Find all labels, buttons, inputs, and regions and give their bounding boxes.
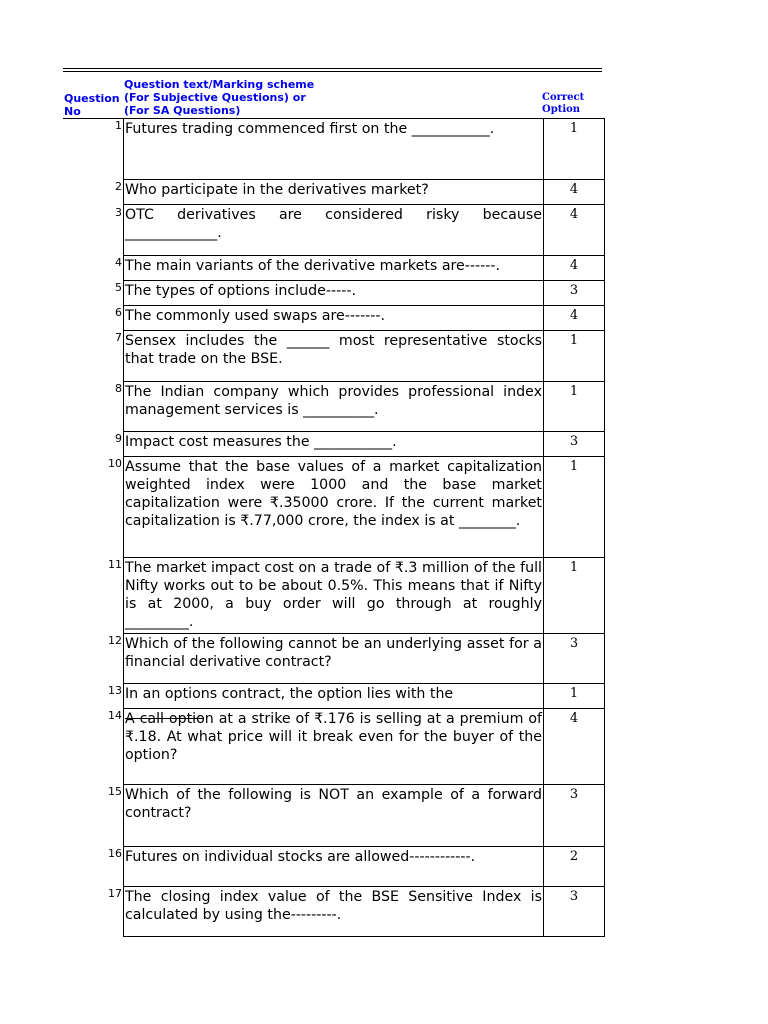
table-row — [124, 306, 605, 331]
question-text: A call option at a strike of ₹.176 is selling at a premium of ₹.18. At what price will it break even for the buyer of the option? — [124, 709, 544, 785]
header-question-no-line1: Question — [64, 92, 120, 105]
question-text: The types of options include-----. — [124, 281, 544, 306]
table-row — [124, 382, 605, 432]
question-number: 9 — [115, 432, 122, 445]
question-text: The main variants of the derivative markets are------. — [124, 256, 544, 281]
header-question-text-line3: (For SA Questions) — [124, 104, 241, 117]
table-row — [124, 432, 605, 457]
correct-option-value: 1 — [544, 684, 605, 709]
table-row — [124, 847, 605, 887]
header-double-rule-top — [63, 68, 602, 69]
question-number: 14 — [108, 709, 122, 722]
header-correct-option — [542, 92, 584, 116]
question-number: 7 — [115, 331, 122, 344]
question-text: Impact cost measures the ___________. — [124, 432, 544, 457]
table-row — [124, 709, 605, 785]
question-text: Futures trading commenced first on the ___________. — [124, 119, 544, 180]
header-question-text-line1: Question text/Marking scheme — [124, 78, 315, 91]
correct-option-value: 1 — [544, 331, 605, 382]
table-row — [124, 180, 605, 205]
table-row — [124, 331, 605, 382]
correct-option-value: 4 — [544, 709, 605, 785]
correct-option-value: 4 — [544, 180, 605, 205]
header-question-text — [124, 78, 314, 117]
table-row — [124, 887, 605, 937]
question-text: Who participate in the derivatives market? — [124, 180, 544, 205]
question-number: 17 — [108, 887, 122, 900]
header-question-text-line2: (For Subjective Questions) or — [124, 91, 306, 104]
question-number: 10 — [108, 457, 122, 470]
table-row — [124, 684, 605, 709]
correct-option-value: 1 — [544, 382, 605, 432]
question-text: The commonly used swaps are-------. — [124, 306, 544, 331]
question-number: 13 — [108, 684, 122, 697]
strikethrough-overlay — [125, 718, 203, 719]
question-number: 8 — [115, 382, 122, 395]
correct-option-value: 4 — [544, 256, 605, 281]
question-text: The closing index value of the BSE Sensitive Index is calculated by using the---------. — [124, 887, 544, 937]
correct-option-value: 3 — [544, 432, 605, 457]
table-row — [124, 205, 605, 256]
question-number: 3 — [115, 206, 122, 219]
question-number: 11 — [108, 558, 122, 571]
question-text: Sensex includes the ______ most representative stocks that trade on the BSE. — [124, 331, 544, 382]
question-text: Assume that the base values of a market capitalization weighted index were 1000 and the base market capitalization were ₹.35000 crore. If the current market capitalization is ₹.77,000 crore, the index is at ________. — [124, 457, 544, 558]
header-double-rule-bottom — [63, 71, 602, 72]
table-row — [124, 785, 605, 847]
table-row — [124, 256, 605, 281]
question-number: 15 — [108, 785, 122, 798]
correct-option-value: 4 — [544, 306, 605, 331]
question-number: 12 — [108, 634, 122, 647]
correct-option-value: 1 — [544, 457, 605, 558]
question-text: Which of the following cannot be an underlying asset for a financial derivative contract? — [124, 634, 544, 684]
question-number: 4 — [115, 256, 122, 269]
table-row — [124, 281, 605, 306]
header-question-no — [64, 92, 120, 118]
table-row — [124, 457, 605, 558]
correct-option-value: 1 — [544, 558, 605, 634]
question-text: Futures on individual stocks are allowed------------. — [124, 847, 544, 887]
question-number: 16 — [108, 847, 122, 860]
question-text: OTC derivatives are considered risky because _____________. — [124, 205, 544, 256]
correct-option-value: 3 — [544, 785, 605, 847]
question-number: 1 — [115, 119, 122, 132]
questions-table — [123, 118, 605, 937]
correct-option-value: 2 — [544, 847, 605, 887]
question-text: In an options contract, the option lies with the — [124, 684, 544, 709]
correct-option-value: 1 — [544, 119, 605, 180]
question-number: 6 — [115, 306, 122, 319]
question-text: The Indian company which provides professional index management services is __________. — [124, 382, 544, 432]
header-correct-option-line1: Correct — [542, 92, 585, 103]
correct-option-value: 3 — [544, 634, 605, 684]
question-number: 2 — [115, 180, 122, 193]
table-row — [124, 119, 605, 180]
question-text: The market impact cost on a trade of ₹.3 million of the full Nifty works out to be about 0.5%. This means that if Nifty is at 2000, a buy order will go through at roughly _________. — [124, 558, 544, 634]
header-correct-option-line2: Option — [542, 104, 581, 115]
correct-option-value: 3 — [544, 281, 605, 306]
header-question-no-line2: No — [64, 105, 81, 118]
correct-option-value: 3 — [544, 887, 605, 937]
question-number: 5 — [115, 281, 122, 294]
table-row — [124, 558, 605, 634]
correct-option-value: 4 — [544, 205, 605, 256]
table-row — [124, 634, 605, 684]
question-text: Which of the following is NOT an example of a forward contract? — [124, 785, 544, 847]
